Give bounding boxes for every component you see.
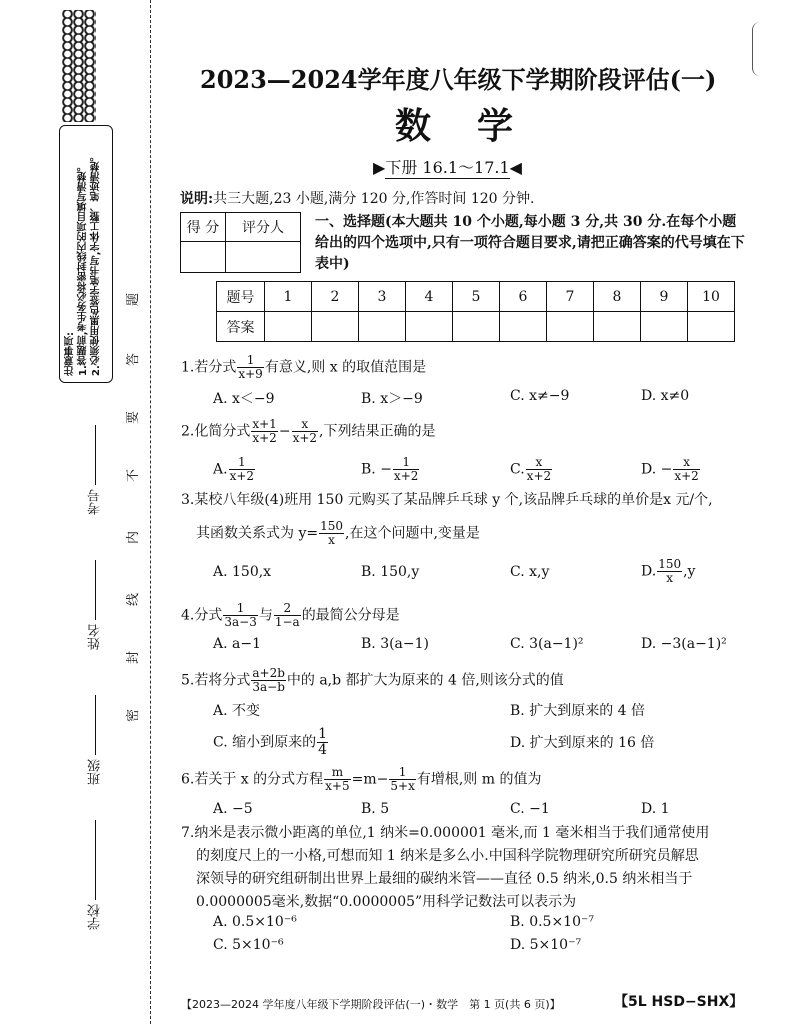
denominator: 5+x	[390, 779, 415, 793]
q1-text: 1.若分式	[181, 359, 237, 376]
numerator: 1	[389, 766, 415, 780]
q4-fraction-1	[223, 602, 257, 629]
answer-cell[interactable]	[312, 312, 359, 342]
q2-fraction-2	[292, 418, 318, 445]
notice-box	[59, 125, 113, 383]
question-3-line-1: 3.某校八年级(4)班用 150 元购买了某品牌乒乓球 y 个,该品牌乒乓球的单价是x 元/个,	[181, 492, 713, 508]
q5-text: 5.若将分式	[181, 672, 251, 689]
q6-fraction-1	[324, 766, 350, 793]
field-label: 姓名	[88, 624, 103, 650]
q7-option-c: C. 5×10⁻⁶	[213, 937, 284, 953]
field-class[interactable]	[86, 695, 105, 785]
q6-option-c: C. −1	[510, 801, 550, 817]
answer-cell[interactable]	[547, 312, 594, 342]
answer-fill-row	[217, 312, 735, 342]
numerator: 150	[658, 557, 682, 571]
question-2	[181, 418, 435, 445]
denominator: x+2	[526, 469, 552, 483]
q3-option-a: A. 150,x	[213, 564, 272, 580]
numerator: 2	[274, 602, 301, 616]
q3-fraction	[319, 520, 344, 547]
question-7-line-3: 深领导的研究组研制出世界上最细的碳纳米管——直径 0.5 纳米,0.5 纳米相当于	[196, 871, 693, 887]
option-label: A.	[213, 461, 228, 478]
q4-text-mid: 与	[258, 607, 273, 624]
q2-text-post: ,下列结果正确的是	[319, 423, 436, 440]
q4-fraction-2	[274, 602, 301, 629]
q4-text: 4.分式	[181, 607, 223, 624]
range-arrow-left: ▶	[373, 158, 386, 177]
seal-char: 内	[126, 530, 142, 545]
seal-char: 要	[126, 410, 142, 425]
q4-option-a: A. a−1	[213, 636, 261, 652]
numerator: 1	[318, 726, 328, 742]
seal-char: 封	[126, 650, 142, 665]
option-label: B. −	[361, 461, 392, 478]
q1-option-d: D. x≠0	[641, 388, 690, 404]
numerator: x	[526, 456, 552, 470]
q5-option-d: D. 扩大到原来的 16 倍	[510, 735, 655, 751]
q3-text-post: ,在这个问题中,变量是	[345, 525, 480, 542]
denominator: x	[666, 571, 674, 585]
question-4	[181, 602, 400, 629]
subject-title: 数学	[395, 105, 560, 147]
q2-option-d	[641, 456, 701, 483]
q3-option-d	[641, 558, 695, 585]
answer-number: 7	[547, 282, 594, 312]
denominator: x+2	[229, 469, 255, 483]
option-label: C. 缩小到原来的	[213, 734, 317, 751]
q6-option-a: A. −5	[213, 801, 253, 817]
chapter-range	[373, 155, 522, 178]
option-label: D.	[641, 563, 657, 580]
denominator: x+5	[325, 779, 350, 793]
q2-option-a	[213, 456, 256, 483]
paper-code: 【5L HSD−SHX】	[614, 994, 744, 1010]
question-5	[181, 667, 564, 694]
denominator: x+2	[674, 469, 699, 483]
q1-option-a: A. x＜−9	[213, 391, 275, 407]
denominator: 3a−b	[252, 680, 285, 694]
q6-text-mid: =m−	[351, 771, 389, 788]
numerator: x+1	[252, 417, 277, 431]
q2-minus: −	[278, 423, 291, 440]
option-tail: ,y	[683, 563, 696, 580]
field-label: 考号	[88, 489, 103, 515]
answer-number: 1	[265, 282, 312, 312]
q5-option-c	[213, 727, 329, 758]
seal-char: 密	[126, 708, 142, 723]
answer-cell[interactable]	[688, 312, 735, 342]
q7-option-b: B. 0.5×10⁻⁷	[510, 914, 594, 930]
question-7-line-4: 0.0000005毫米,数据“0.0000005”用科学记数法可以表示为	[196, 894, 577, 910]
notice-line-1: 1.答题前,考生务必将密封线内的项目填写清楚。	[78, 161, 89, 376]
range-text: 下册 16.1～17.1	[385, 158, 510, 177]
denominator: 1−a	[274, 615, 300, 629]
numerator: a+2b	[252, 666, 285, 680]
seal-dashed-line	[150, 0, 151, 1024]
answer-number: 4	[406, 282, 453, 312]
answer-cell[interactable]	[265, 312, 312, 342]
seal-char: 题	[126, 292, 142, 307]
q6-text: 6.若关于 x 的分式方程	[181, 771, 324, 788]
question-7-line-1: 7.纳米是表示微小距离的单位,1 纳米=0.000001 毫米,而 1 毫米相当于我们通常使用	[181, 825, 710, 841]
answer-cell[interactable]	[359, 312, 406, 342]
answer-number: 9	[641, 282, 688, 312]
margin-mark	[752, 22, 767, 76]
q5-option-b: B. 扩大到原来的 4 倍	[510, 703, 645, 719]
option-label: C.	[510, 461, 525, 478]
instructions	[180, 188, 534, 208]
numerator: 1	[393, 456, 419, 470]
numerator: x	[673, 456, 699, 470]
answer-cell[interactable]	[594, 312, 641, 342]
answer-number: 2	[312, 282, 359, 312]
q3-option-b: B. 150,y	[361, 564, 420, 580]
q2-text: 2.化简分式	[181, 423, 251, 440]
option-fraction	[229, 456, 255, 483]
section-1-heading: 一、选择题(本大题共 10 个小题,每小题 3 分,共 30 分.在每个小题给出的四个选项中,只有一项符合题目要求,请把正确答案的代号填在下表中)	[315, 214, 745, 272]
q6-fraction-2	[389, 766, 415, 793]
denominator: x+2	[393, 469, 419, 483]
field-school[interactable]	[86, 820, 105, 930]
instructions-text: 共三大题,23 小题,满分 120 分,作答时间 120 分钟.	[213, 191, 535, 207]
score-cell[interactable]	[181, 242, 226, 273]
field-exam-number[interactable]	[86, 425, 105, 515]
question-7-line-2: 的刻度尺上的一小格,可想而知 1 纳米是多么小.中国科学院物理研究所研究员解思	[196, 848, 699, 864]
decorative-bead-pattern	[62, 10, 96, 122]
q5-text-post: 中的 a,b 都扩大为原来的 4 倍,则该分式的值	[286, 672, 564, 689]
grader-header: 评分人	[226, 213, 301, 242]
score-table	[180, 212, 301, 273]
q5-option-a: A. 不变	[213, 703, 261, 719]
option-fraction	[317, 727, 328, 758]
question-6	[181, 766, 541, 793]
numerator: x	[292, 418, 318, 432]
notice-line-2: 2.必须使用黑色签字笔书写,字体工整、笔迹清楚。	[91, 151, 102, 376]
q4-option-b: B. 3(a−1)	[361, 636, 430, 652]
numerator: 1	[223, 602, 257, 616]
grader-cell[interactable]	[226, 242, 301, 273]
q4-option-c: C. 3(a−1)²	[510, 636, 584, 652]
instructions-label: 说明:	[180, 191, 214, 207]
denominator: x+2	[252, 431, 277, 445]
notice-text	[64, 130, 108, 376]
q1-text-post: 有意义,则 x 的取值范围是	[264, 359, 427, 376]
answer-row-label: 题号	[217, 282, 265, 312]
q4-text-post: 的最简公分母是	[301, 607, 400, 624]
page-footer: 【2023—2024 学年度八年级下学期阶段评估(一)・数学 第 1 页(共 6 页)】	[181, 998, 561, 1011]
q2-option-b	[361, 456, 420, 483]
option-fraction	[657, 558, 682, 585]
q6-option-d: D. 1	[641, 801, 670, 817]
seal-char: 线	[126, 592, 142, 607]
numerator: 150	[320, 519, 343, 533]
answer-number: 5	[453, 282, 500, 312]
option-label: D. −	[641, 461, 673, 478]
q3-option-c: C. x,y	[510, 564, 550, 580]
answer-row-label: 答案	[217, 312, 265, 342]
q1-option-b: B. x＞−9	[361, 391, 423, 407]
answer-cell[interactable]	[453, 312, 500, 342]
answer-table	[216, 281, 735, 342]
answer-number: 6	[500, 282, 547, 312]
field-label: 班级	[88, 759, 103, 785]
q3-text: 其函数关系式为 y=	[196, 525, 319, 542]
seal-char: 不	[126, 468, 142, 483]
q2-fraction-1	[251, 418, 277, 445]
answer-number: 10	[688, 282, 735, 312]
answer-number: 3	[359, 282, 406, 312]
numerator: 1	[237, 354, 263, 368]
denominator: x	[328, 533, 335, 547]
q7-option-a: A. 0.5×10⁻⁶	[213, 914, 297, 930]
option-fraction	[526, 456, 552, 483]
denominator: x+2	[292, 431, 318, 445]
answer-cell[interactable]	[406, 312, 453, 342]
q6-option-b: B. 5	[361, 801, 390, 817]
q5-fraction	[251, 667, 286, 694]
q6-text-post: 有增根,则 m 的值为	[416, 771, 542, 788]
seal-char: 答	[126, 352, 142, 367]
field-name[interactable]	[86, 560, 105, 650]
q1-option-c: C. x≠−9	[510, 388, 570, 404]
option-fraction	[673, 456, 699, 483]
answer-number: 8	[594, 282, 641, 312]
answer-cell[interactable]	[500, 312, 547, 342]
numerator: 1	[229, 456, 255, 470]
binding-strip	[0, 0, 160, 1024]
range-arrow-right: ◀	[509, 158, 522, 177]
denominator: x+9	[238, 367, 263, 381]
question-3-line-2	[196, 520, 480, 547]
answer-number-row	[217, 282, 735, 312]
question-1	[181, 354, 426, 381]
numerator: m	[324, 766, 350, 780]
q2-option-c	[510, 456, 553, 483]
exam-title: 2023—2024学年度八年级下学期阶段评估(一)	[200, 65, 717, 94]
q1-fraction	[237, 354, 263, 381]
notice-title: 注意事项:	[65, 332, 76, 376]
denominator: 4	[318, 742, 328, 758]
field-label: 学校	[88, 904, 103, 930]
q4-option-d: D. −3(a−1)²	[641, 636, 727, 652]
denominator: 3a−3	[224, 615, 257, 629]
score-header: 得 分	[181, 213, 226, 242]
q7-option-d: D. 5×10⁻⁷	[510, 937, 582, 953]
option-fraction	[393, 456, 419, 483]
answer-cell[interactable]	[641, 312, 688, 342]
